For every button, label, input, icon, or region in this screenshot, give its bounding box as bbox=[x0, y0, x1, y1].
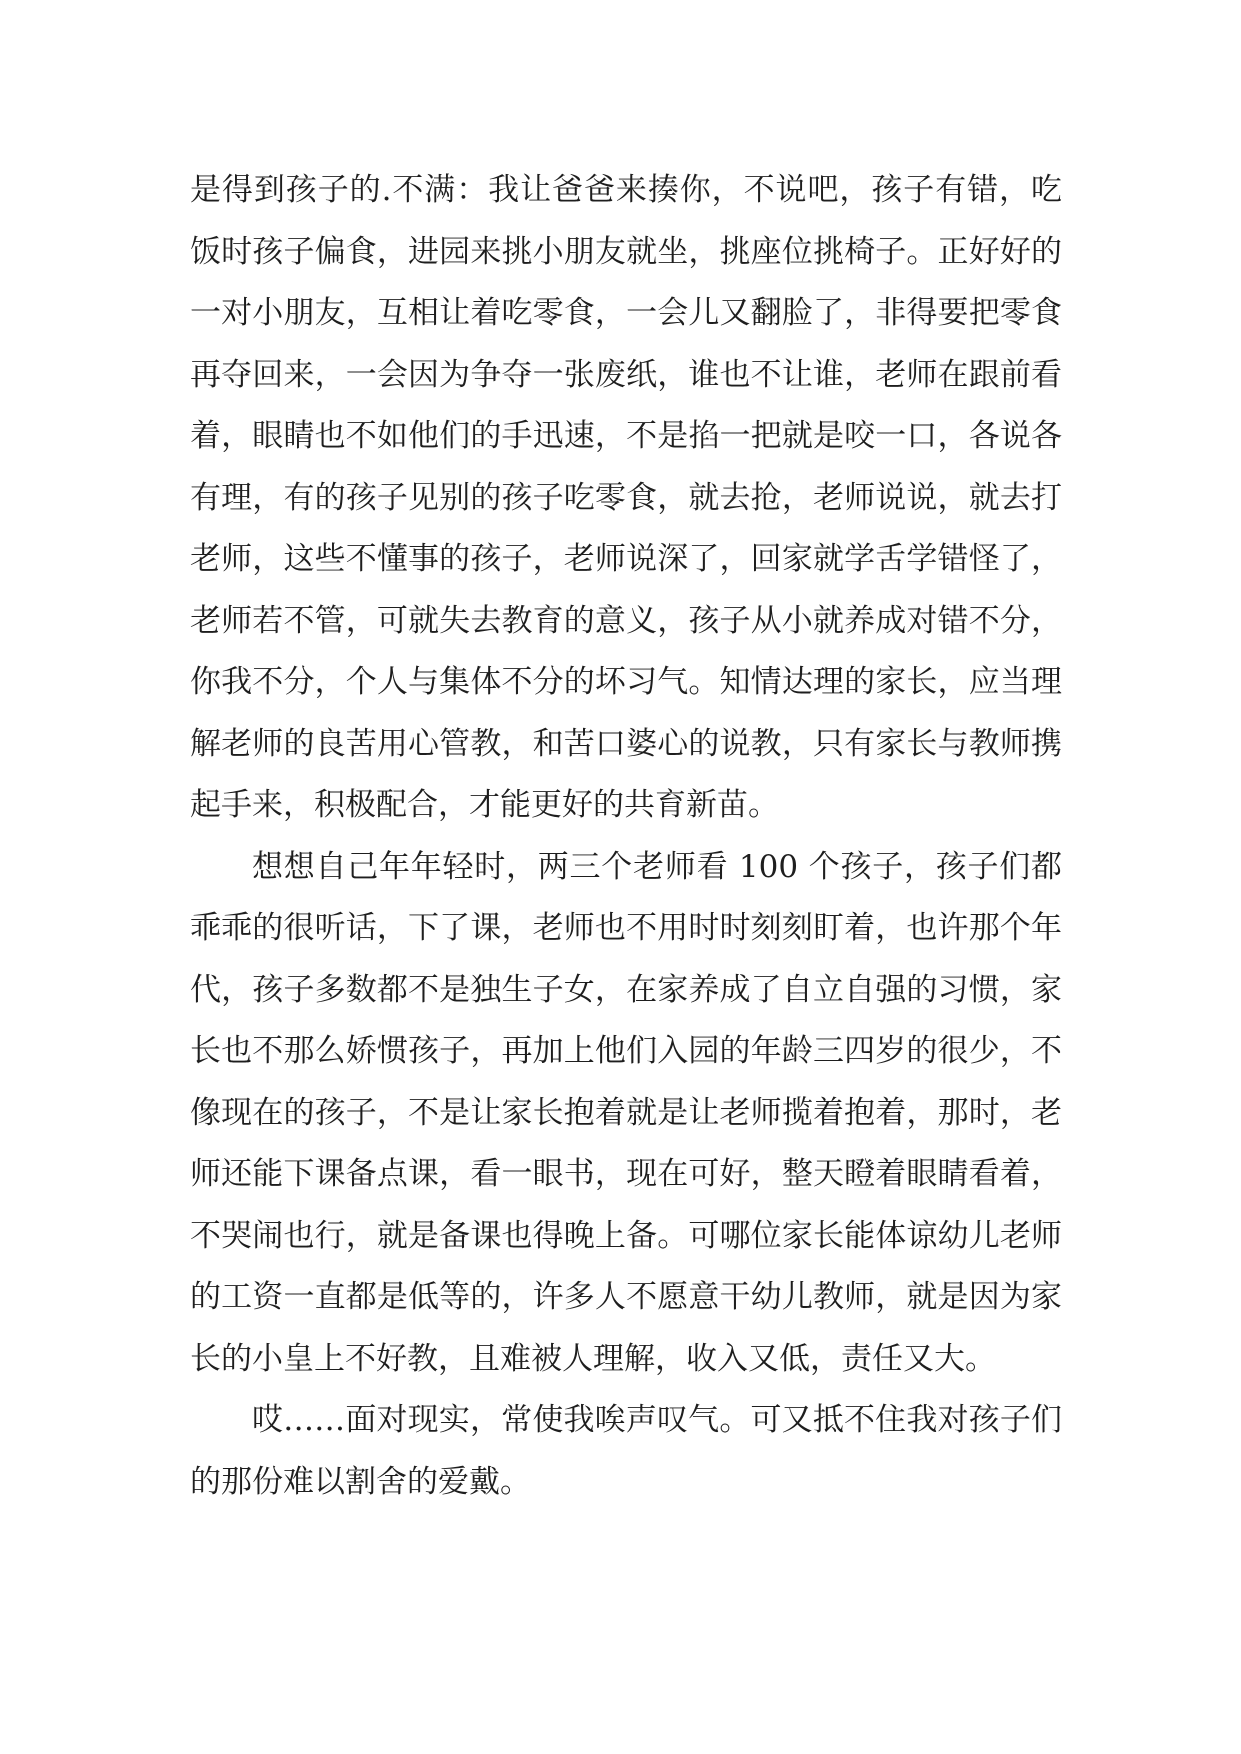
paragraph-closing: 哎……面对现实，常使我唉声叹气。可又抵不住我对孩子们的那份难以割舍的爱戴。 bbox=[190, 1402, 1062, 1500]
paragraph-continuation: 是得到孩子的.不满：我让爸爸来揍你，不说吧，孩子有错，吃饭时孩子偏食，进园来挑小朋友就坐，挑座位挑椅子。正好好的一对小朋友，互相让着吃零食，一会儿又翻脸了，非得要把零食再夺回来，一会因为争夺一张废纸，谁也不让谁，老师在跟前看着，眼睛也不如他们的手迅速，不是掐一把就是咬一口，各说各有理，有的孩子见别的孩子吃零食，就去抢，老师说说，就去打老师，这些不懂事的孩子，老师说深了，回家就学舌学错怪了，老师若不管，可就失去教育的意义，孩子从小就养成对错不分，你我不分，个人与集体不分的坏习气。知情达理的家长，应当理解老师的良苦用心管教，和苦口婆心的说教，只有家长与教师携起手来，积极配合，才能更好的共育新苗。 bbox=[190, 172, 1062, 823]
paragraph-teacher-memories: 想想自己年年轻时，两三个老师看 100 个孩子，孩子们都乖乖的很听话，下了课，老师也不用时时刻刻盯着，也许那个年代，孩子多数都不是独生子女，在家养成了自立自强的习惯，家长也不那么娇惯孩子，再加上他们入园的年龄三四岁的很少，不像现在的孩子，不是让家长抱着就是让老师揽着抱着，那时，老师还能下课备点课，看一眼书，现在可好，整天瞪着眼睛看着，不哭闹也行，就是备课也得晚上备。可哪位家长能体谅幼儿老师的工资一直都是低等的，许多人不愿意干幼儿教师，就是因为家长的小皇上不好教，且难被人理解，收入又低，责任又大。 bbox=[190, 848, 1062, 1377]
document-body bbox=[190, 160, 1062, 1513]
